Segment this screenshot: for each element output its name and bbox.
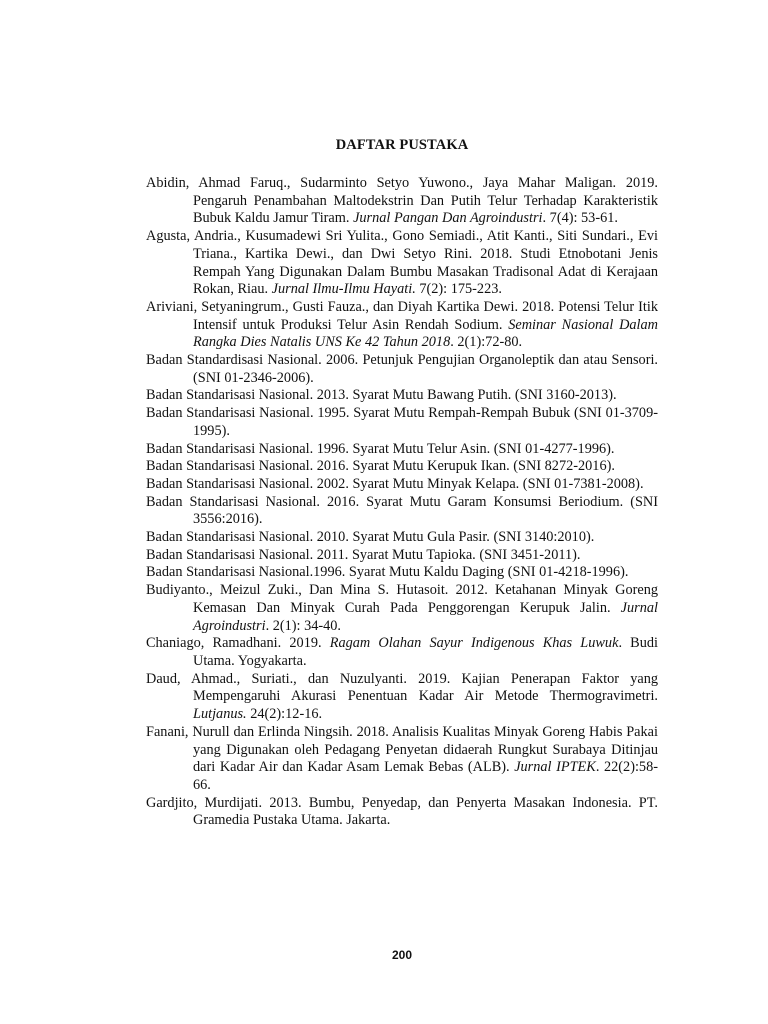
reference-text: Badan Standarisasi Nasional. 1995. Syarat Mutu Rempah-Rempah Bubuk (SNI 01-3709-1995). [146, 405, 658, 439]
reference-entry [146, 547, 658, 565]
reference-source-title: Jurnal Agroindustri [193, 599, 658, 634]
reference-source-title: Seminar Nasional Dalam Rangka Dies Natalis UNS Ke 42 Tahun 2018 [193, 316, 658, 351]
reference-text: Badan Standarisasi Nasional. 2011. Syarat Mutu Tapioka. (SNI 3451-2011). [146, 546, 581, 563]
reference-source-title: Jurnal Pangan Dan Agroindustri [353, 210, 543, 227]
reference-text: Chaniago, Ramadhani. 2019. [146, 635, 330, 652]
reference-text: Fanani, Nurull dan Erlinda Ningsih. 2018. Analisis Kualitas Minyak Goreng Habis Pakai yang Digunakan oleh Pedagang Penyetan didaerah Rungkut Surabaya Ditinjau dari Kadar Air dan Kadar Asam Lemak Bebas (ALB). [146, 723, 658, 776]
reference-entry [146, 671, 658, 724]
reference-text: . 2(1):72-80. [450, 334, 523, 351]
page-title: DAFTAR PUSTAKA [335, 137, 469, 153]
reference-text: Gardjito, Murdijati. 2013. Bumbu, Penyedap, dan Penyerta Masakan Indonesia. PT. Gramedia Pustaka Utama. Jakarta. [146, 794, 658, 829]
reference-entry [146, 299, 658, 352]
reference-text: 7(2): 175-223. [415, 281, 502, 298]
reference-text: Budiyanto., Meizul Zuki., Dan Mina S. Hutasoit. 2012. Ketahanan Minyak Goreng Kemasan Dan Minyak Curah Pada Penggorengan Kerupuk Jalin. [146, 582, 658, 616]
reference-text: . 7(4): 53-61. [542, 210, 618, 227]
reference-entry [146, 458, 658, 476]
reference-text: Ariviani, Setyaningrum., Gusti Fauza., dan Diyah Kartika Dewi. 2018. Potensi Telur Itik Intensif untuk Produksi Telur Asin Rendah Sodium. [146, 298, 658, 333]
reference-text: Daud, Ahmad., Suriati., dan Nuzulyanti. 2019. Kajian Penerapan Faktor yang Mempengaruhi Akurasi Penentuan Kadar Air Metode Thermogravimetri. [146, 670, 658, 705]
reference-text: Badan Standarisasi Nasional. 2016. Syarat Mutu Garam Konsumsi Beriodium. (SNI 3556:2016). [146, 493, 658, 528]
reference-source-title: Jurnal IPTEK [514, 759, 596, 776]
reference-entry [146, 635, 658, 670]
reference-source-title: Lutjanus. [193, 706, 247, 723]
reference-text: Badan Standarisasi Nasional. 2002. Syarat Mutu Minyak Kelapa. (SNI 01-7381-2008). [146, 475, 644, 492]
reference-text: Badan Standarisasi Nasional.1996. Syarat Mutu Kaldu Daging (SNI 01-4218-1996). [146, 564, 629, 581]
reference-entry [146, 405, 658, 440]
reference-text: Abidin, Ahmad Faruq., Sudarminto Setyo Yuwono., Jaya Mahar Maligan. 2019. Pengaruh Penambahan Maltodekstrin Dan Putih Telur Terhadap Karakteristik Bubuk Kaldu Jamur Tiram. [146, 175, 658, 227]
reference-entry [146, 175, 658, 228]
reference-entry [146, 352, 658, 387]
reference-entry [146, 724, 658, 795]
reference-source-title: Jurnal Ilmu-Ilmu Hayati. [271, 281, 416, 298]
reference-entry [146, 476, 658, 494]
reference-entry [146, 387, 658, 405]
reference-text: . 2(1): 34-40. [265, 617, 342, 634]
reference-text: Badan Standarisasi Nasional. 2013. Syarat Mutu Bawang Putih. (SNI 3160-2013). [146, 387, 617, 404]
reference-text: 24(2):12-16. [246, 706, 323, 723]
reference-entry [146, 582, 658, 635]
reference-entry [146, 494, 658, 529]
reference-text: . Budi Utama. Yogyakarta. [193, 635, 658, 669]
reference-text: Badan Standardisasi Nasional. 2006. Petunjuk Pengujian Organoleptik dan atau Sensori. (SNI 01-2346-2006). [146, 352, 658, 386]
reference-text: Agusta, Andria., Kusumadewi Sri Yulita., Gono Semiadi., Atit Kanti., Siti Sundari., Evi Triana., Kartika Dewi., dan Dwi Setyo Rini. 2018. Studi Etnobotani Jenis Rempah Yang Digunakan Dalam Bumbu Masakan Tradisonal Adat di Kerajaan Rokan, Riau. [146, 228, 658, 298]
reference-text: Badan Standarisasi Nasional. 1996. Syarat Mutu Telur Asin. (SNI 01-4277-1996). [146, 440, 615, 457]
reference-text: . 22(2):58-66. [193, 759, 658, 793]
reference-list [146, 175, 658, 830]
reference-text: Badan Standarisasi Nasional. 2010. Syarat Mutu Gula Pasir. (SNI 3140:2010). [146, 529, 595, 546]
reference-source-title: Ragam Olahan Sayur Indigenous Khas Luwuk [329, 635, 619, 652]
page-number: 200 [391, 948, 413, 962]
reference-entry [146, 795, 658, 830]
reference-entry [146, 441, 658, 459]
reference-entry [146, 564, 658, 582]
reference-text: Badan Standarisasi Nasional. 2016. Syarat Mutu Kerupuk Ikan. (SNI 8272-2016). [146, 458, 615, 475]
reference-entry [146, 529, 658, 547]
reference-entry [146, 228, 658, 299]
